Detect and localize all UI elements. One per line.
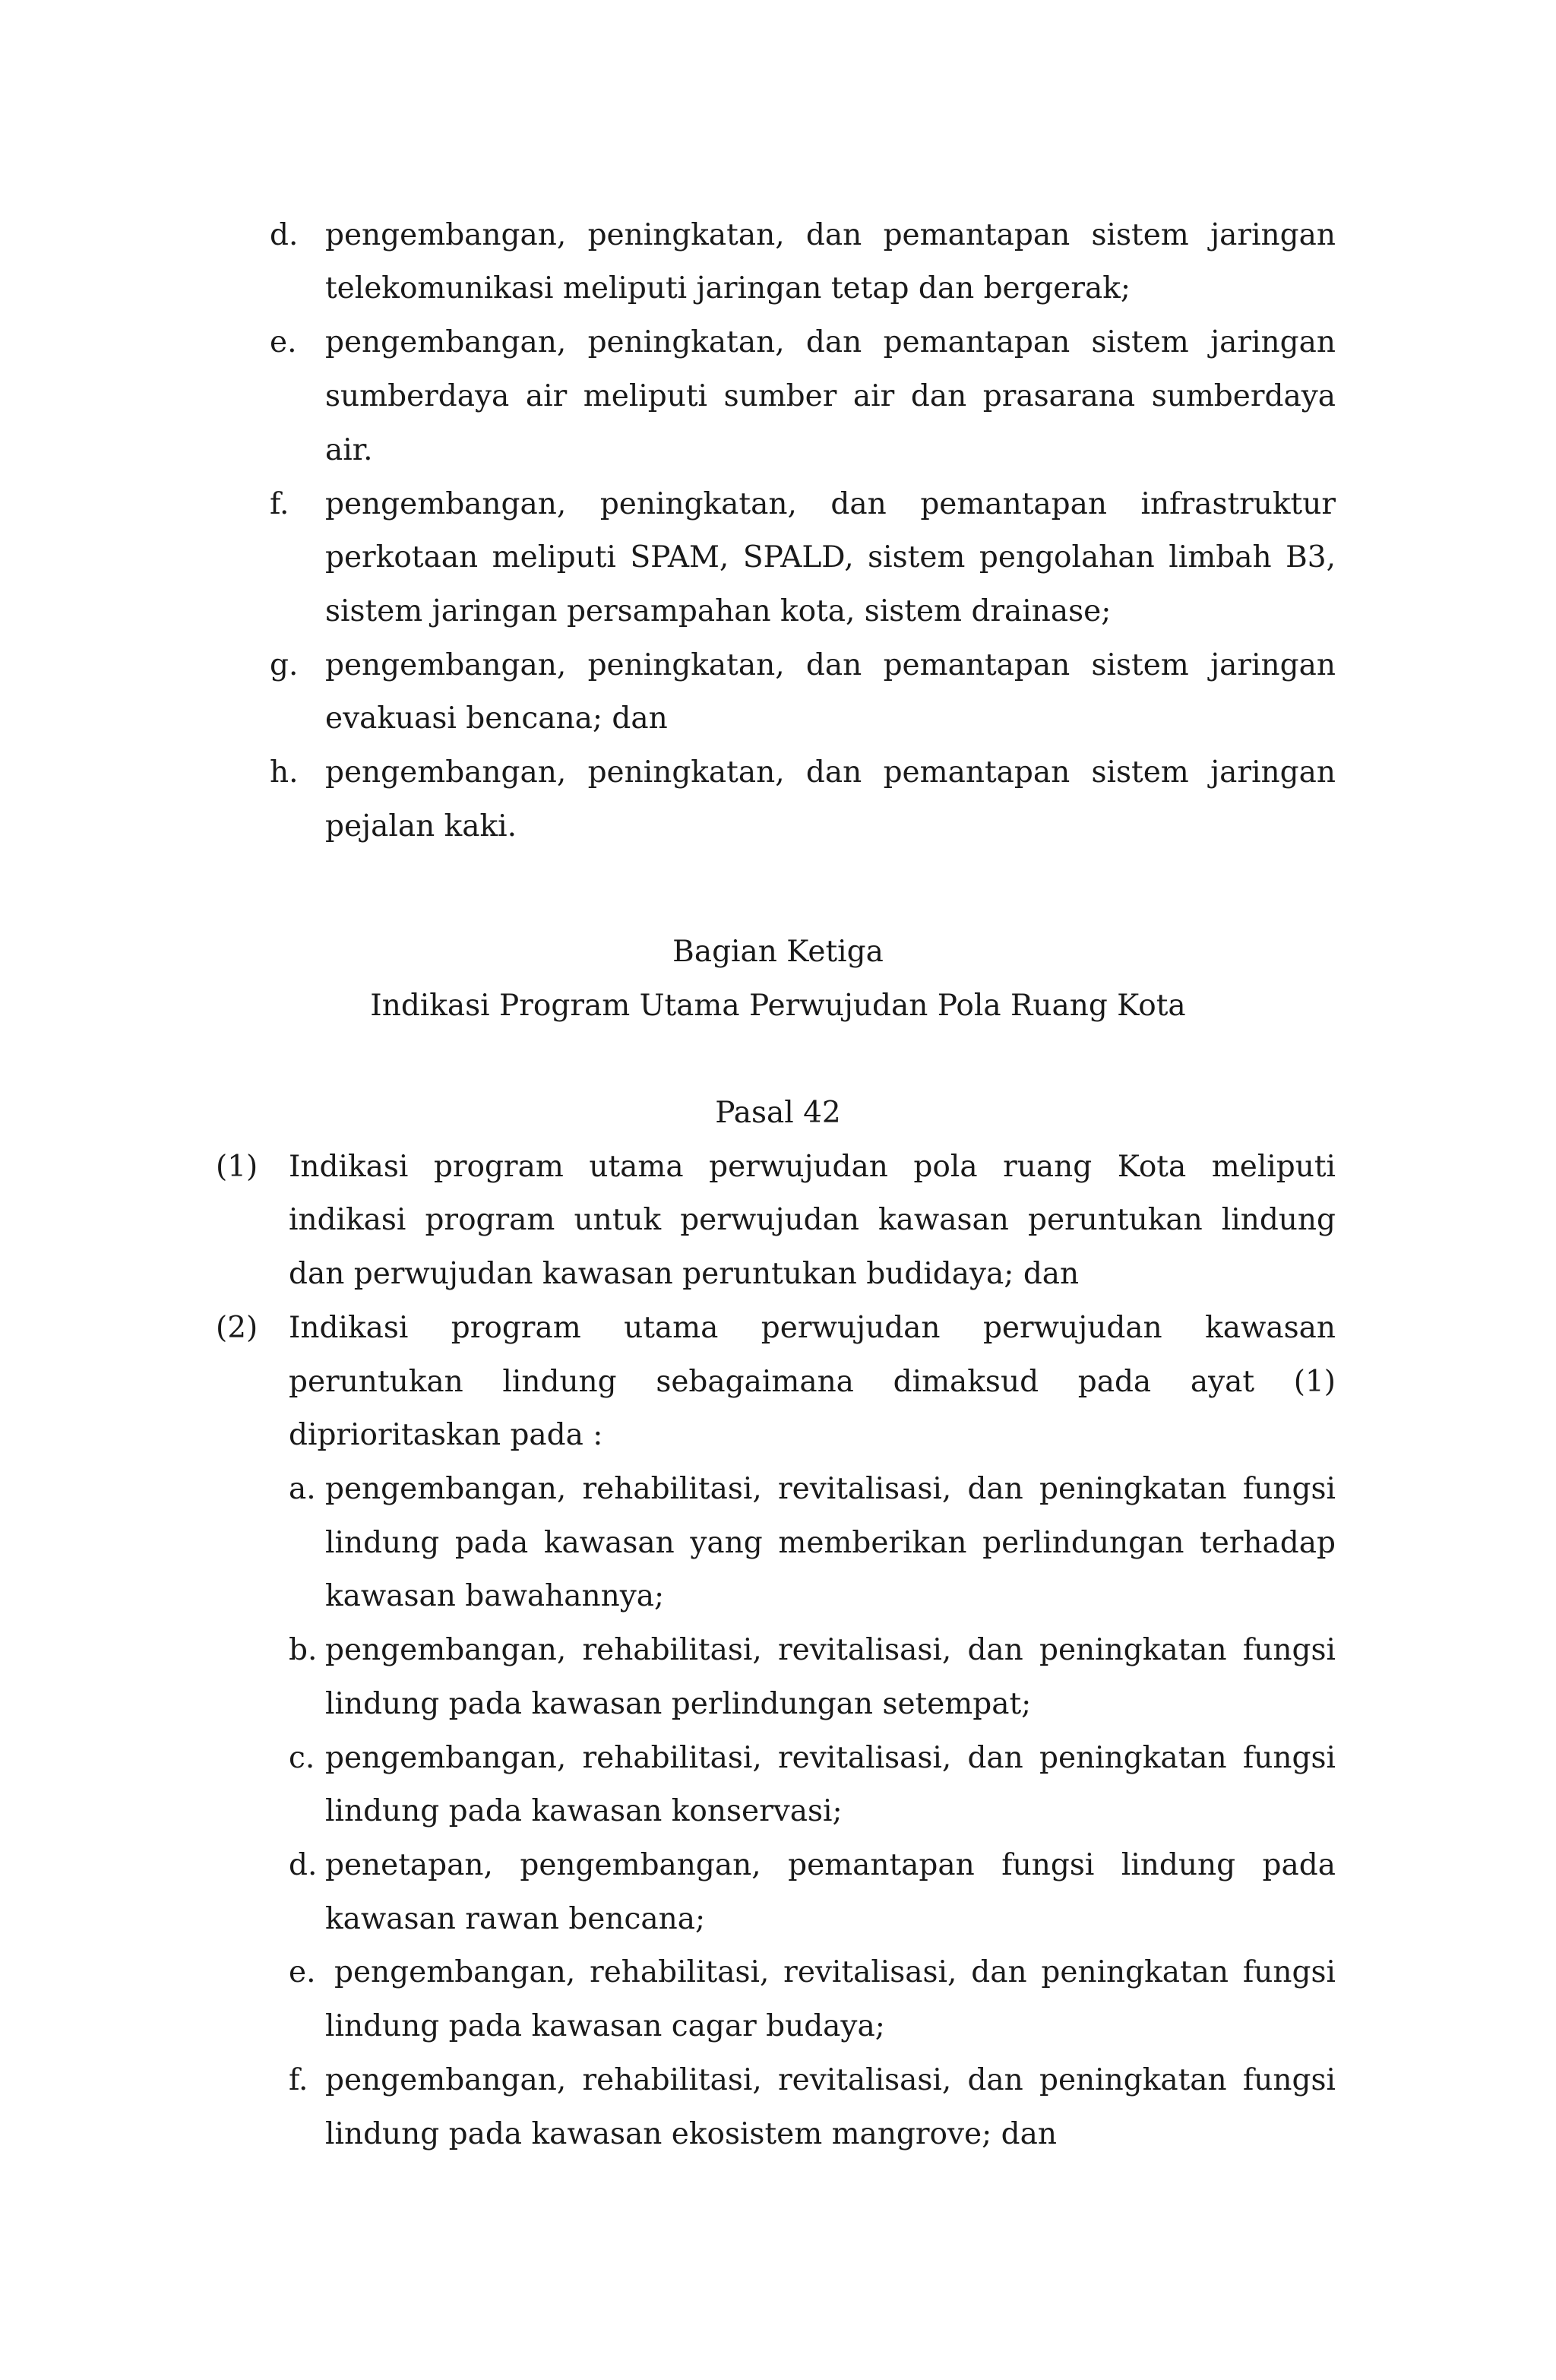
- list-item-line: lindung pada kawasan konservasi;: [325, 1794, 843, 1828]
- list-item-line: pengembangan, rehabilitasi, revitalisasi, dan peningkatan fungsi: [334, 1955, 1336, 1989]
- list-item-line: kawasan rawan bencana;: [325, 1902, 706, 1936]
- list-item-line: air.: [325, 433, 373, 467]
- paragraph-line: peruntukan lindung sebagaimana dimaksud pada ayat (1): [289, 1365, 1336, 1399]
- list-item-line: pengembangan, rehabilitasi, revitalisasi, dan peningkatan fungsi: [325, 2063, 1336, 2097]
- list-marker: f.: [270, 487, 289, 521]
- paragraph-line: Indikasi program utama perwujudan pola ruang Kota meliputi: [289, 1150, 1336, 1184]
- list-item-line: pengembangan, rehabilitasi, revitalisasi, dan peningkatan fungsi: [325, 1633, 1336, 1667]
- paragraph-line: diprioritaskan pada :: [289, 1418, 603, 1452]
- paragraph-line: Indikasi program utama perwujudan perwujudan kawasan: [289, 1311, 1336, 1345]
- list-item-line: lindung pada kawasan yang memberikan perlindungan terhadap: [325, 1526, 1336, 1560]
- section-title: Indikasi Program Utama Perwujudan Pola Ruang Kota: [370, 989, 1186, 1023]
- list-marker: d.: [270, 218, 299, 252]
- list-marker: h.: [270, 755, 299, 790]
- list-item-line: lindung pada kawasan cagar budaya;: [325, 2009, 885, 2043]
- list-item-line: kawasan bawahannya;: [325, 1579, 665, 1613]
- list-item-line: penetapan, pengembangan, pemantapan fungsi lindung pada: [325, 1848, 1336, 1882]
- list-item-line: pengembangan, rehabilitasi, revitalisasi, dan peningkatan fungsi: [325, 1472, 1336, 1506]
- paragraph-number: (2): [216, 1311, 258, 1345]
- list-item-line: sumberdaya air meliputi sumber air dan prasarana sumberdaya: [325, 379, 1336, 413]
- section-heading: Bagian Ketiga: [672, 935, 884, 969]
- list-item-line: telekomunikasi meliputi jaringan tetap dan bergerak;: [325, 271, 1131, 305]
- paragraph-number: (1): [216, 1150, 258, 1184]
- list-item-line: pengembangan, rehabilitasi, revitalisasi, dan peningkatan fungsi: [325, 1741, 1336, 1775]
- list-marker: f.: [289, 2063, 308, 2097]
- list-item-line: pejalan kaki.: [325, 809, 517, 843]
- list-marker: e.: [289, 1955, 316, 1989]
- list-item-line: lindung pada kawasan ekosistem mangrove; dan: [325, 2117, 1058, 2151]
- list-item-line: pengembangan, peningkatan, dan pemantapan sistem jaringan: [325, 218, 1336, 252]
- list-marker: a.: [289, 1472, 316, 1506]
- list-marker: b.: [289, 1633, 318, 1667]
- article-title: Pasal 42: [715, 1096, 841, 1130]
- list-item-line: pengembangan, peningkatan, dan pemantapan infrastruktur: [325, 487, 1336, 521]
- list-item-line: pengembangan, peningkatan, dan pemantapan sistem jaringan: [325, 648, 1336, 682]
- list-item-line: pengembangan, peningkatan, dan pemantapan sistem jaringan: [325, 325, 1336, 359]
- list-item-line: lindung pada kawasan perlindungan setempat;: [325, 1687, 1032, 1721]
- list-marker: d.: [289, 1848, 318, 1882]
- list-item-line: pengembangan, peningkatan, dan pemantapan sistem jaringan: [325, 755, 1336, 790]
- list-marker: g.: [270, 648, 299, 682]
- list-item-line: evakuasi bencana; dan: [325, 701, 668, 736]
- list-item-line: sistem jaringan persampahan kota, sistem drainase;: [325, 594, 1112, 628]
- paragraph-line: dan perwujudan kawasan peruntukan budidaya; dan: [289, 1257, 1080, 1291]
- list-marker: c.: [289, 1741, 315, 1775]
- list-item-line: perkotaan meliputi SPAM, SPALD, sistem pengolahan limbah B3,: [325, 540, 1336, 574]
- paragraph-line: indikasi program untuk perwujudan kawasan peruntukan lindung: [289, 1203, 1336, 1237]
- list-marker: e.: [270, 325, 297, 359]
